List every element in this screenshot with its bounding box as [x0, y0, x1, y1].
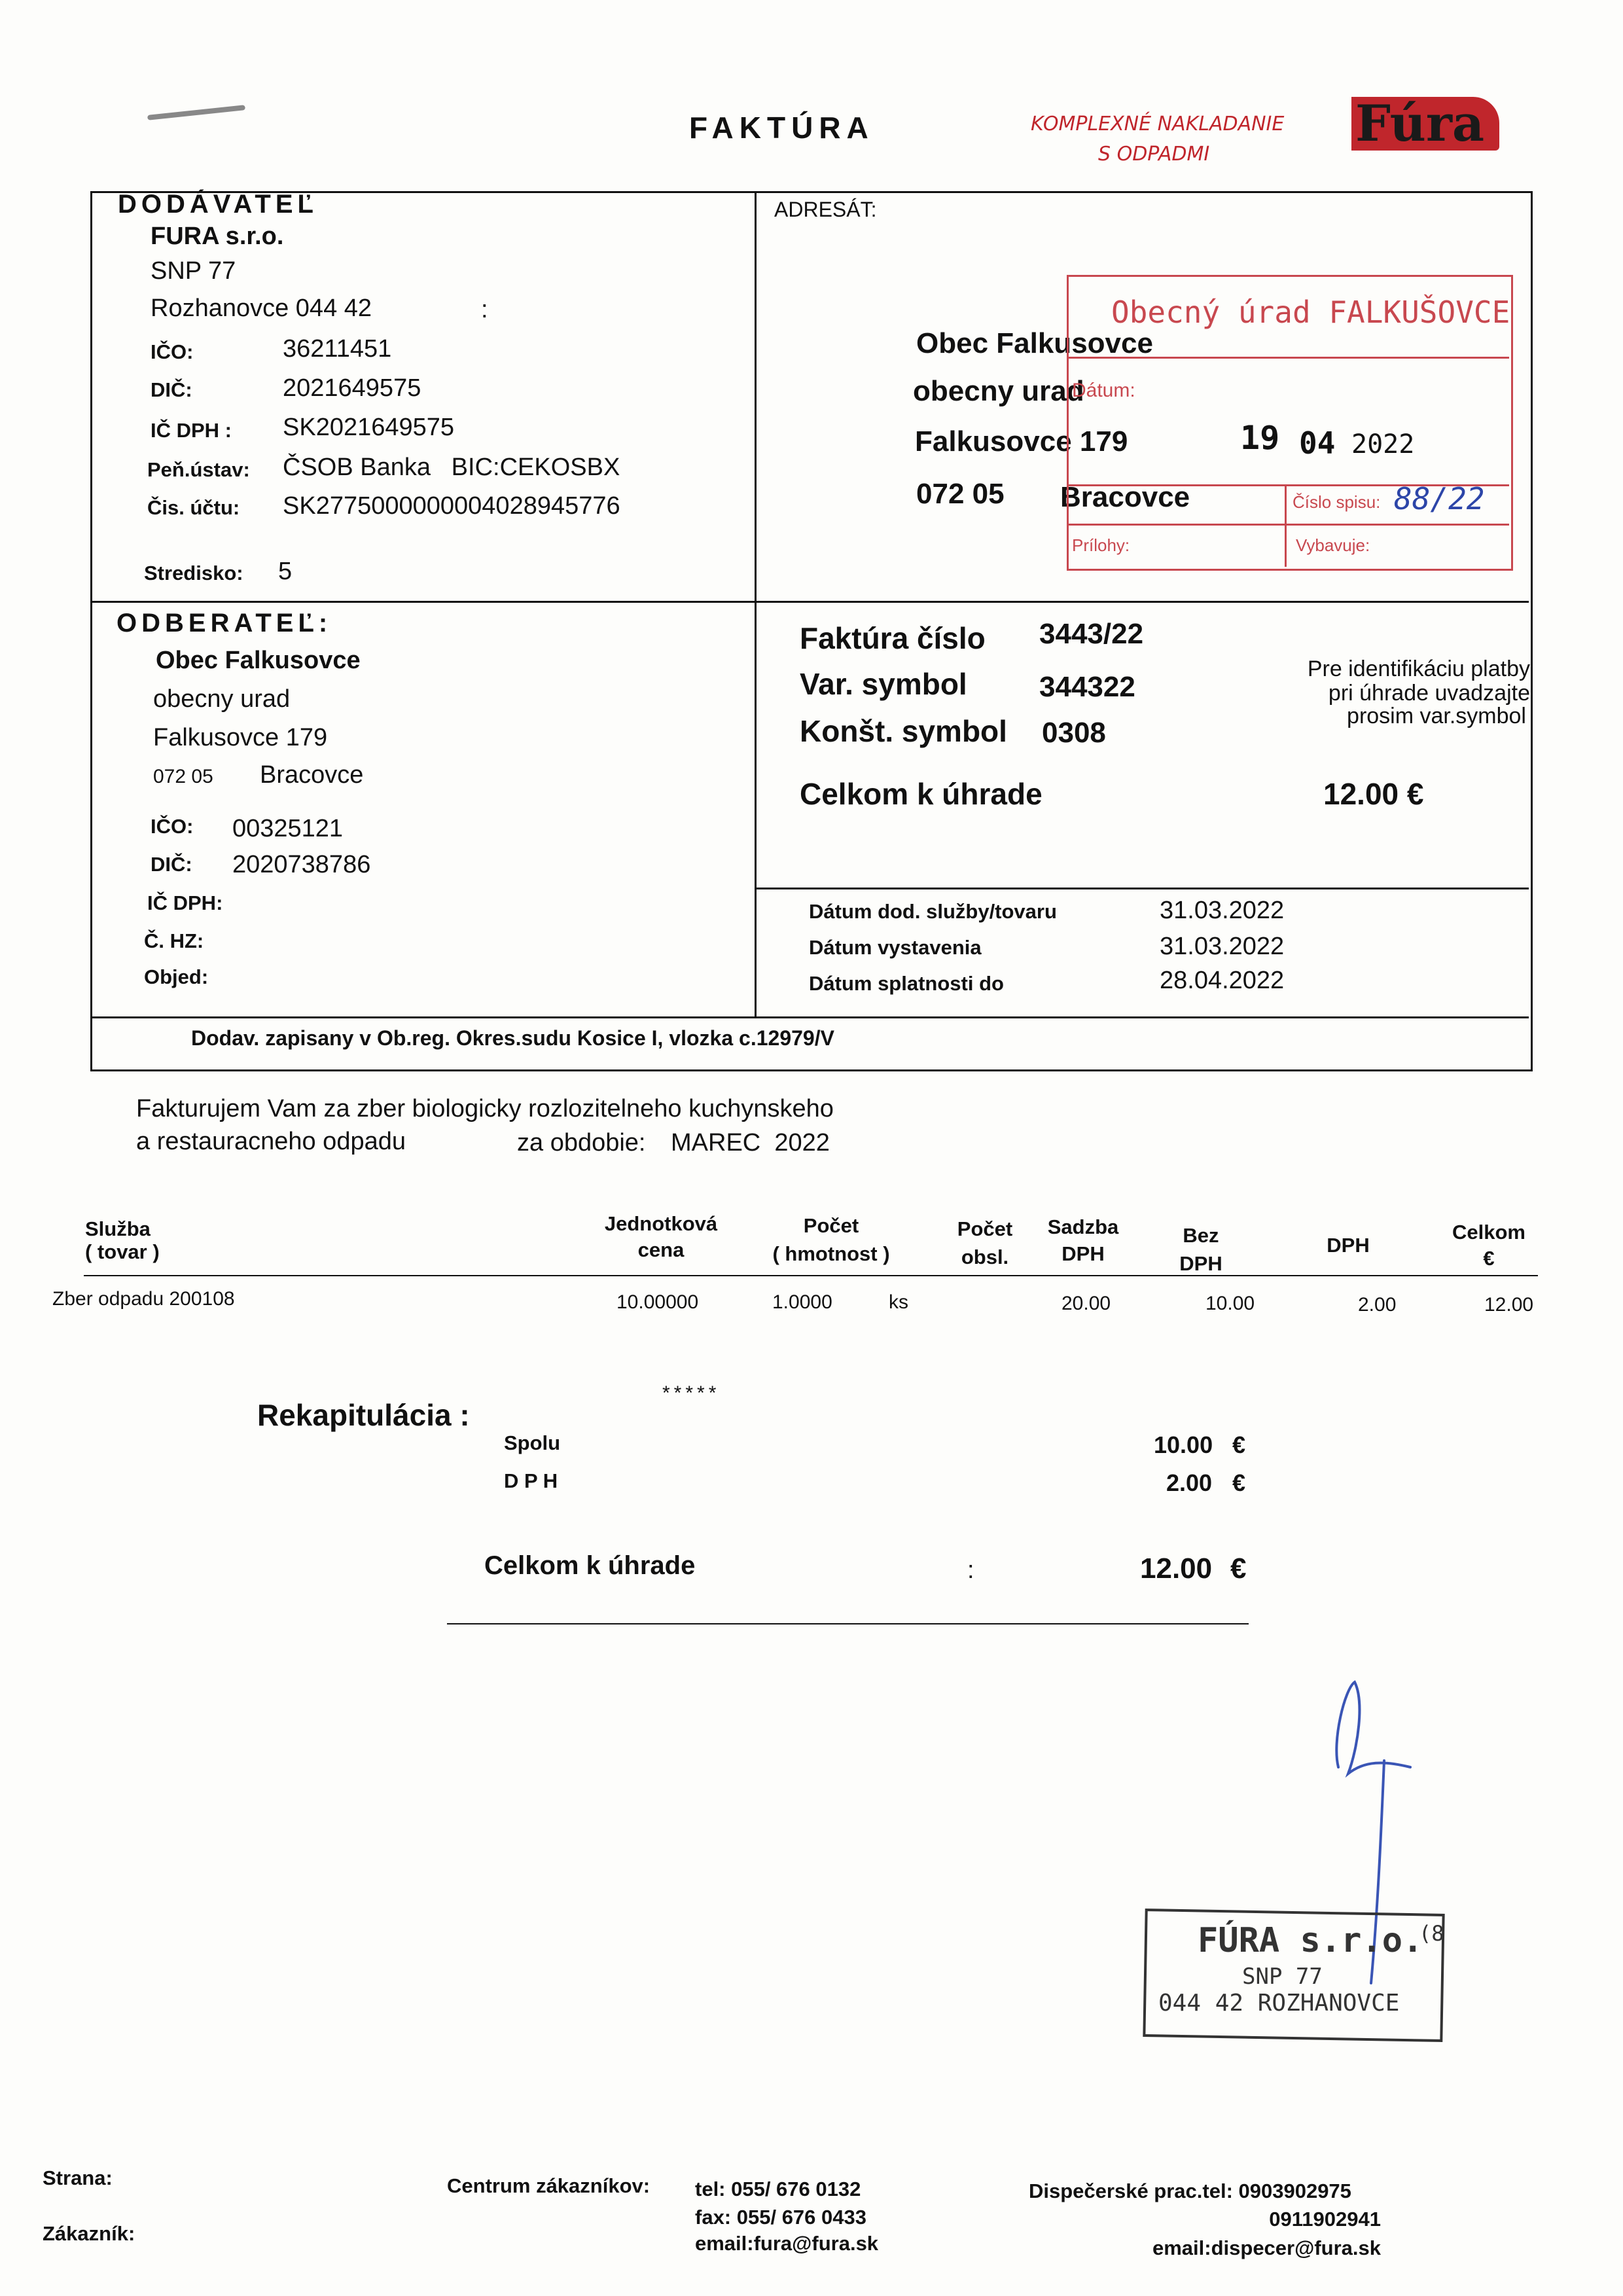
- received-stamp-line-3: [1067, 524, 1509, 526]
- footer-page-label: Strana:: [43, 2166, 113, 2189]
- date-issue-label: Dátum vystavenia: [809, 936, 982, 959]
- footer-email: email:fura@fura.sk: [695, 2232, 879, 2255]
- intro-line-1: Fakturujem Vam za zber biologicky rozlozitelneho kuchynskeho: [136, 1095, 834, 1122]
- frame-divider-right-1: [755, 601, 1529, 603]
- date-due: 28.04.2022: [1160, 967, 1285, 994]
- company-stamp-mark: (8: [1419, 1921, 1444, 1946]
- received-stamp-divider: [1285, 484, 1287, 567]
- company-stamp-line-1: FÚRA s.r.o.: [1198, 1921, 1423, 1960]
- logo-slogan-2: S ODPADMI: [1098, 143, 1210, 166]
- th-qty-1: Počet: [803, 1214, 859, 1237]
- received-stamp-day: 19: [1240, 419, 1280, 457]
- th-net-1: Bez: [1183, 1224, 1219, 1247]
- addressee-city: Bracovce: [1060, 481, 1190, 513]
- customer-icdph-label: IČ DPH:: [147, 891, 223, 914]
- addressee-name: Obec Falkusovce: [916, 327, 1153, 359]
- customer-order-label: Objed:: [144, 965, 209, 988]
- frame-divider-right-2: [755, 888, 1529, 889]
- received-stamp-month: 04: [1299, 425, 1336, 461]
- th-vat: DPH: [1327, 1234, 1370, 1257]
- received-stamp-file-label: Číslo spisu:: [1293, 492, 1381, 512]
- recap-sum-label: Spolu: [504, 1431, 561, 1454]
- th-total-1: Celkom: [1452, 1221, 1525, 1244]
- invoice-total: 12.00 €: [1323, 777, 1424, 811]
- recap-total-currency: €: [1230, 1552, 1247, 1585]
- page-title: FAKTÚRA: [689, 111, 874, 145]
- recap-total-colon: :: [967, 1556, 974, 1584]
- frame-divider-left-1: [90, 601, 755, 603]
- supplier-account: SK2775000000004028945776: [283, 492, 620, 520]
- supplier-icdph: SK2021649575: [283, 414, 455, 441]
- supplier-account-label: Čis. účtu:: [147, 496, 240, 519]
- received-stamp-year: 2022: [1351, 429, 1415, 459]
- addressee-heading: ADRESÁT:: [774, 198, 877, 221]
- paperclip-mark: [147, 105, 245, 120]
- invoice-number: 3443/22: [1039, 618, 1144, 650]
- customer-dic: 2020738786: [232, 851, 371, 878]
- company-stamp-line-3: 044 42 ROZHANOVCE: [1158, 1990, 1400, 2017]
- th-rate-2: DPH: [1061, 1242, 1105, 1265]
- intro-line-2: a restauracneho odpadu: [136, 1128, 406, 1155]
- cell-total: 12.00: [1484, 1294, 1534, 1316]
- recap-total: 12.00: [1140, 1552, 1213, 1585]
- recap-rule: [447, 1623, 1249, 1624]
- date-due-label: Dátum splatnosti do: [809, 972, 1004, 995]
- supplier-colon: :: [481, 296, 488, 323]
- supplier-heading: DODÁVATEĽ: [118, 190, 318, 219]
- footer-dispatch-tel2: 0911902941: [1269, 2208, 1381, 2231]
- addressee-street: Falkusovce 179: [915, 425, 1128, 457]
- supplier-dic: 2021649575: [283, 374, 421, 402]
- th-total-2: €: [1483, 1247, 1495, 1270]
- recap-vat-label: D P H: [504, 1469, 558, 1492]
- company-logo: [1351, 94, 1499, 152]
- date-delivery: 31.03.2022: [1160, 897, 1285, 924]
- th-qty-2: ( hmotnost ): [772, 1242, 890, 1265]
- customer-city: Bracovce: [260, 761, 364, 789]
- addressee-zip: 072 05: [916, 478, 1005, 510]
- logo-brand: Fúra: [1355, 94, 1485, 152]
- supplier-street: SNP 77: [151, 257, 236, 285]
- supplier-dic-label: DIČ:: [151, 378, 192, 401]
- received-stamp-title: Obecný úrad FALKUŠOVCE: [1111, 295, 1510, 330]
- cell-unit: ks: [889, 1291, 908, 1313]
- cell-unit-price: 10.00000: [616, 1291, 699, 1313]
- cell-rate: 20.00: [1061, 1293, 1111, 1314]
- supplier-bank: ČSOB Banka BIC:CEKOSBX: [283, 454, 620, 481]
- th-service-2: ( tovar ): [85, 1240, 160, 1263]
- invoice-const: 0308: [1042, 717, 1106, 749]
- invoice-total-label: Celkom k úhrade: [800, 777, 1043, 811]
- customer-line2: obecny urad: [153, 685, 291, 713]
- supplier-bank-label: Peň.ústav:: [147, 458, 250, 481]
- th-net-2: DPH: [1179, 1252, 1222, 1275]
- addressee-line2: obecny urad: [913, 375, 1084, 407]
- received-stamp-handles-label: Vybavuje:: [1296, 535, 1370, 555]
- recap-sum-currency: €: [1232, 1431, 1246, 1458]
- footer-tel: tel: 055/ 676 0132: [695, 2178, 861, 2200]
- th-count-1: Počet: [957, 1217, 1013, 1240]
- customer-dic-label: DIČ:: [151, 853, 192, 876]
- cell-service: Zber odpadu 200108: [52, 1288, 235, 1310]
- date-issue: 31.03.2022: [1160, 933, 1285, 960]
- customer-name: Obec Falkusovce: [156, 647, 361, 674]
- invoice-note-1: Pre identifikáciu platby: [1307, 656, 1530, 681]
- th-unit-price-1: Jednotková: [604, 1212, 718, 1235]
- table-separator: *****: [662, 1382, 721, 1404]
- recap-sum: 10.00: [1154, 1431, 1213, 1458]
- invoice-number-label: Faktúra číslo: [800, 621, 986, 655]
- logo-slogan-1: KOMPLEXNÉ NAKLADANIE: [1031, 113, 1285, 135]
- frame-divider-bottom: [90, 1016, 1529, 1018]
- supplier-ico-label: IČO:: [151, 340, 194, 363]
- table-header-rule: [84, 1275, 1538, 1276]
- date-delivery-label: Dátum dod. služby/tovaru: [809, 900, 1057, 923]
- recap-total-label: Celkom k úhrade: [484, 1551, 696, 1580]
- invoice-var: 344322: [1039, 671, 1135, 703]
- supplier-center: 5: [278, 558, 293, 585]
- customer-zip: 072 05: [153, 766, 213, 787]
- received-stamp-file-value: 88/22: [1394, 481, 1485, 516]
- footer-center-label: Centrum zákazníkov:: [447, 2174, 651, 2197]
- footer-fax: fax: 055/ 676 0433: [695, 2206, 866, 2229]
- customer-street: Falkusovce 179: [153, 724, 328, 751]
- intro-period: MAREC 2022: [671, 1129, 830, 1157]
- recap-vat: 2.00: [1166, 1469, 1213, 1496]
- th-service-1: Služba: [85, 1217, 151, 1240]
- supplier-name: FURA s.r.o.: [151, 223, 284, 250]
- invoice-note-3: prosim var.symbol: [1347, 704, 1526, 728]
- customer-ico: 00325121: [232, 815, 344, 842]
- supplier-city: Rozhanovce 044 42: [151, 295, 372, 322]
- received-stamp-attachments-label: Prílohy:: [1072, 535, 1130, 555]
- cell-net: 10.00: [1205, 1293, 1255, 1314]
- recap-vat-currency: €: [1232, 1469, 1246, 1496]
- footer-dispatch-label: Dispečerské prac.tel: 0903902975: [1029, 2179, 1351, 2202]
- invoice-note-2: pri úhrade uvadzajte: [1328, 681, 1530, 706]
- th-count-2: obsl.: [961, 1246, 1009, 1268]
- cell-qty: 1.0000: [772, 1291, 832, 1313]
- register-note: Dodav. zapisany v Ob.reg. Okres.sudu Kosice I, vlozka c.12979/V: [191, 1026, 834, 1050]
- invoice-var-label: Var. symbol: [800, 667, 967, 701]
- intro-period-label: za obdobie:: [517, 1129, 646, 1157]
- customer-ico-label: IČO:: [151, 815, 194, 838]
- customer-heading: ODBERATEĽ:: [116, 609, 332, 637]
- th-unit-price-2: cena: [637, 1238, 685, 1261]
- customer-hz-label: Č. HZ:: [144, 929, 204, 952]
- footer-customer-label: Zákazník:: [43, 2222, 135, 2245]
- supplier-center-label: Stredisko:: [144, 562, 243, 584]
- cell-vat: 2.00: [1358, 1294, 1397, 1316]
- company-stamp-line-2: SNP 77: [1242, 1964, 1323, 1990]
- received-stamp-line-1: [1067, 357, 1509, 359]
- supplier-icdph-label: IČ DPH :: [151, 419, 232, 442]
- frame-divider-vertical: [755, 191, 757, 1017]
- th-rate-1: Sadzba: [1047, 1215, 1119, 1238]
- received-stamp-date-label: Dátum:: [1072, 380, 1135, 401]
- supplier-ico: 36211451: [283, 335, 392, 363]
- recap-heading: Rekapitulácia :: [257, 1398, 470, 1432]
- footer-dispatch-email: email:dispecer@fura.sk: [1152, 2236, 1381, 2259]
- invoice-const-label: Konšt. symbol: [800, 714, 1007, 748]
